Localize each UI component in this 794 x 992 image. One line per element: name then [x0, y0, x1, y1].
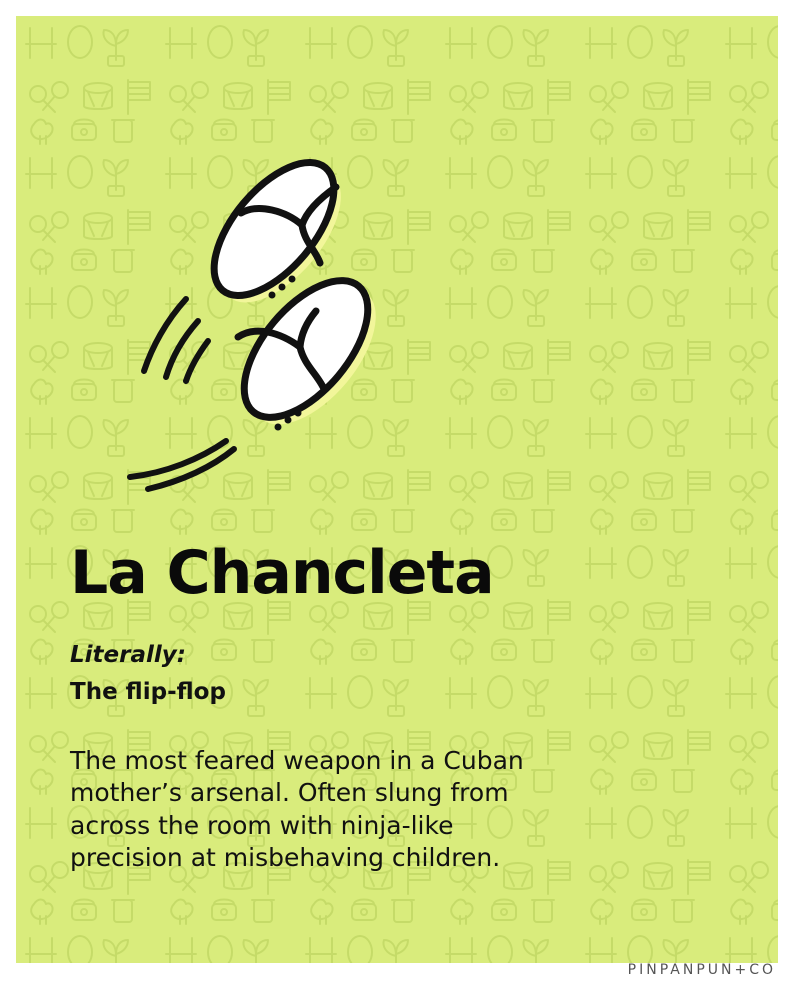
definition-line: mother’s arsenal. Often slung from	[70, 778, 509, 808]
brand-logo-text: PINPANPUN+CO	[627, 962, 776, 978]
literal-label: Literally:	[70, 642, 186, 668]
definition-line: precision at misbehaving children.	[70, 842, 501, 872]
page-title: La Chancleta	[70, 538, 494, 608]
definition-text	[70, 745, 670, 874]
definition-line: across the room with ninja-like	[70, 810, 454, 840]
literal-translation: The flip-flop	[70, 679, 226, 705]
flying-flip-flops-icon	[116, 131, 416, 511]
definition-line: The most feared weapon in a Cuban	[70, 746, 524, 775]
motion-lines	[130, 299, 234, 489]
